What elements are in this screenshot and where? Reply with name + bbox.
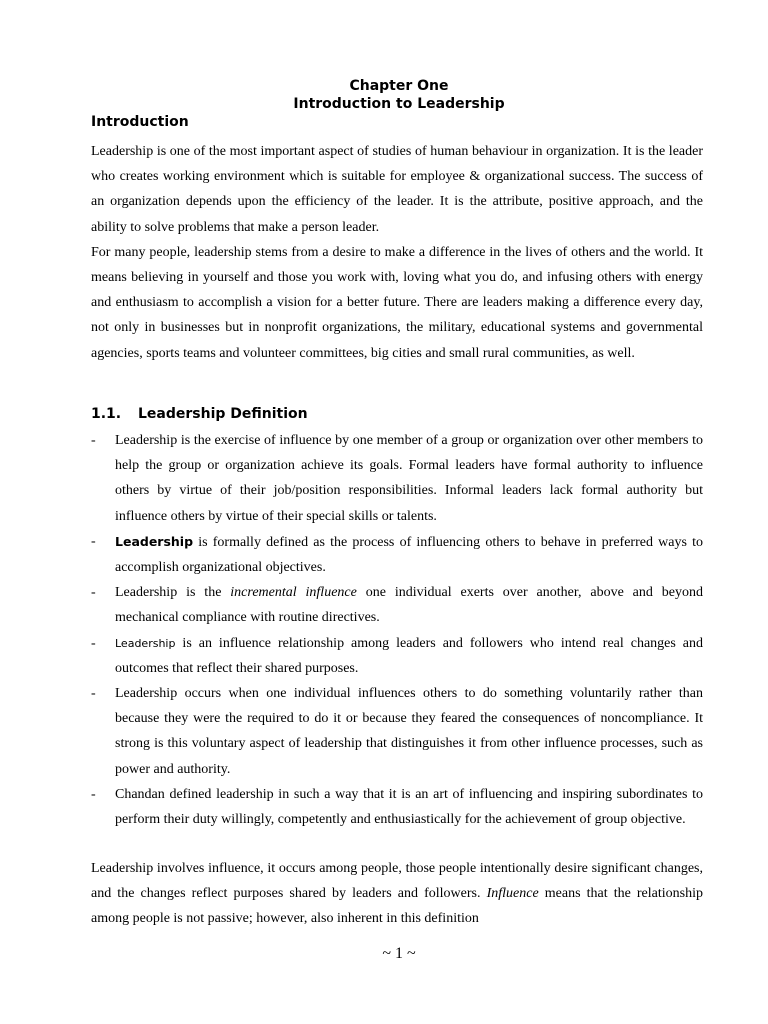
definition-item-2 — [91, 529, 703, 580]
bullet-dash: - — [91, 686, 96, 702]
section-number: 1.1. — [91, 406, 122, 422]
bullet-dash: - — [91, 433, 96, 448]
definition-text-start: Leadership is the — [115, 585, 231, 601]
definition-text: Leadership occurs when one individual influences others to do something voluntarily rather than because they were the required to do it or because they feared the consequences of noncompliance. It strong is this voluntary aspect of leadership that distinguishes it from other influence processes, such as power and authority. — [115, 686, 703, 777]
bullet-dash: - — [91, 585, 96, 601]
definition-text-end: one individual exerts over another, above and beyond mechanical compliance with routine directives. — [115, 585, 703, 626]
definition-item-4 — [91, 631, 703, 681]
introduction-paragraph-1: Leadership is one of the most important aspect of studies of human behaviour in organization. It is the leader who creates working environment which is suitable for employee & organizational success. The success of an organization depends upon the efficiency of the leader. It is the attribute, positive approach, and the ability to solve problems that make a person leader. — [91, 144, 703, 235]
definition-text: Chandan defined leadership in such a way that it is an art of influencing and inspiring subordinates to perform their duty willingly, competently and enthusiastically for the achievement of group objective. — [115, 786, 703, 828]
definition-list — [91, 428, 703, 832]
closing-paragraph — [91, 856, 703, 932]
section-title: Leadership Definition — [138, 406, 308, 422]
introduction-section — [91, 139, 703, 366]
bullet-dash: - — [91, 635, 96, 651]
closing-text — [91, 856, 703, 932]
page-number: ~ 1 ~ — [382, 945, 416, 962]
bullet-dash: - — [91, 786, 96, 802]
section-heading-leadership-definition — [91, 405, 308, 423]
introduction-paragraph-2: For many people, leadership stems from a desire to make a difference in the lives of others and the world. It means believing in yourself and those you work with, loving what you do, and infusing others with energy and enthusiasm to accomplish a vision for a better future. There are leaders making a difference every day, not only in businesses but in nonprofit organizations, the military, educational systems and governmental agencies, sports teams and volunteer committees, big cities and small rural communities, as well. — [91, 244, 703, 361]
definition-text: is formally defined as the process of influencing others to behave in preferred ways to accomplish organizational objectives. — [115, 534, 703, 576]
closing-text-start: Leadership involves influence, it occurs among people, those people intentionally desire significant changes, and the changes reflect purposes shared by leaders and followers. — [91, 861, 703, 902]
chapter-title: Introduction to Leadership — [293, 96, 505, 112]
closing-text-end: means that the relationship among people is not passive; however, also inherent in this definition — [91, 886, 703, 927]
definition-text: Leadership is the exercise of influence by one member of a group or organization over other members to help the group or organization achieve its goals. Formal leaders have formal authority to influence others by virtue of their job/position responsibilities. Informal leaders lack formal authority but influence others by virtue of their special skills or talents. — [115, 433, 703, 524]
definition-item-3 — [91, 580, 703, 630]
definition-item-1 — [91, 428, 703, 529]
bullet-dash: - — [91, 533, 96, 549]
chapter-number: Chapter One — [349, 78, 449, 94]
definition-lead-term: Leadership — [115, 533, 194, 549]
definition-emphasis: incremental influence — [230, 585, 357, 601]
definition-lead-term: Leadership — [115, 636, 176, 650]
definition-item-6 — [91, 782, 703, 832]
definition-text: is an influence relationship among leaders and followers who intend real changes and outcomes that reflect their shared purposes. — [115, 635, 703, 676]
closing-emphasis: Influence — [486, 886, 539, 902]
definition-item-5 — [91, 681, 703, 782]
introduction-heading: Introduction — [91, 114, 189, 130]
